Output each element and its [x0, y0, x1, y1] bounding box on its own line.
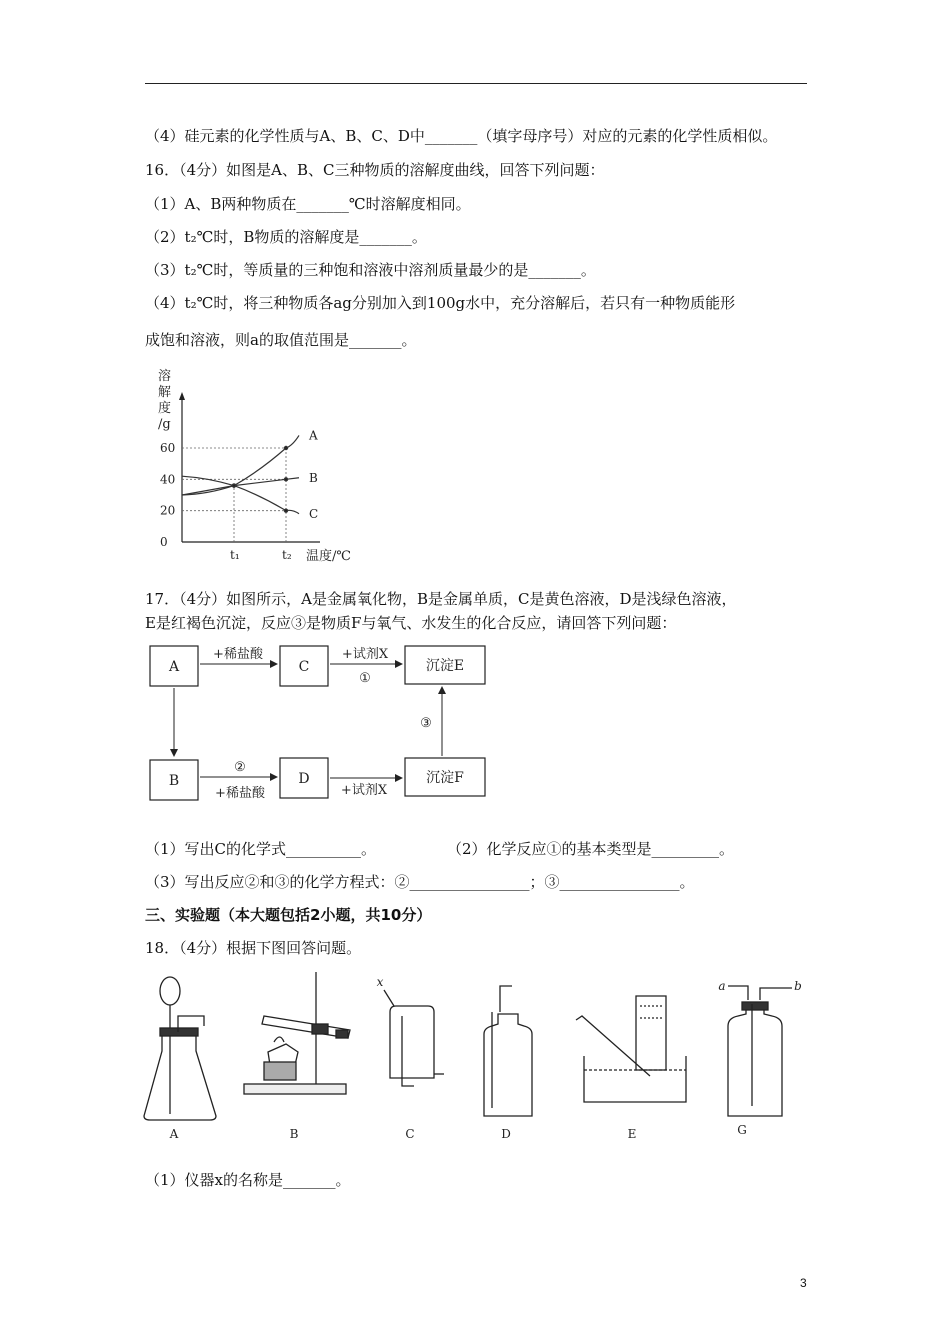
apparatus-a-flask-icon: [144, 977, 216, 1120]
question-16-title: 16．（4分）如图是A、B、C三种物质的溶解度曲线，回答下列问题：: [145, 161, 605, 179]
apparatus-label-x: x: [376, 975, 384, 989]
point-B-2: [284, 478, 287, 481]
box-e-label: 沉淀E: [425, 658, 465, 674]
x-axis-label: 温度/℃: [306, 549, 351, 564]
question-16-3: （3）t₂℃时，等质量的三种饱和溶液中溶剂质量最少的是_______。: [145, 261, 596, 279]
question-15-4: （4）硅元素的化学性质与A、B、C、D中_______（填字母序号）对应的元素的化学性质相似。: [145, 127, 778, 145]
apparatus-g-bottle-icon: [728, 986, 792, 1116]
x-tick-label-2: t₂: [282, 548, 292, 562]
label-fe-num: ③: [420, 716, 432, 731]
question-17-2: （2）化学反应①的基本类型是_________。: [447, 840, 735, 858]
question-18-title: 18．（4分）根据下图回答问题。: [145, 939, 362, 957]
y-tick-label-40: 40: [160, 472, 176, 487]
y-axis-arrow-icon: [179, 392, 185, 400]
question-16-2: （2）t₂℃时，B物质的溶解度是_______。: [145, 228, 427, 246]
series-label-B: B: [309, 470, 318, 485]
y-tick-label-20: 20: [160, 503, 176, 518]
box-d-label: D: [298, 771, 310, 787]
question-17-3: （3）写出反应②和③的化学方程式：②________________；③________________。: [145, 873, 695, 891]
chart-axes: [182, 398, 320, 542]
apparatus-label-c: C: [405, 1127, 415, 1141]
question-18-1: （1）仪器x的名称是_______。: [145, 1171, 351, 1189]
point-C-1: [232, 484, 235, 487]
label-ce: +试剂X: [341, 647, 389, 662]
label-bd-num: ②: [234, 760, 246, 775]
label-df: +试剂X: [340, 783, 388, 798]
apparatus-label-g-a: a: [718, 979, 726, 993]
y-axis-label: 溶解度/g: [158, 369, 172, 432]
question-17-title-b: E是红褐色沉淀，反应③是物质F与氧气、水发生的化合反应，请回答下列问题：: [145, 614, 677, 632]
solubility-chart: [150, 366, 390, 568]
apparatus-label-b: B: [289, 1127, 299, 1141]
x-tick-label-1: t₁: [230, 548, 240, 562]
question-17-1: （1）写出C的化学式__________。: [145, 840, 377, 858]
apparatus-label-g-b: b: [794, 979, 802, 993]
question-16-4a: （4）t₂℃时，将三种物质各ag分别加入到100g水中，充分溶解后，若只有一种物质能形: [145, 294, 736, 312]
chart-grid: [182, 448, 286, 542]
apparatus-e-trough-icon: [576, 996, 686, 1102]
lab-apparatus-figure: [140, 966, 810, 1144]
label-ce-num: ①: [359, 671, 371, 686]
apparatus-d-bottle-icon: [484, 986, 532, 1116]
point-C-2: [284, 509, 287, 512]
point-A-2: [284, 446, 287, 449]
apparatus-label-d: D: [501, 1127, 511, 1141]
header-rule: [145, 83, 807, 84]
section-3-heading: 三、实验题（本大题包括2小题，共10分）: [145, 906, 432, 924]
box-b-label: B: [168, 773, 180, 789]
apparatus-label-a: A: [169, 1127, 179, 1141]
y-tick-label-0: 0: [160, 535, 168, 549]
series-label-C: C: [309, 506, 319, 521]
page-number: 3: [800, 1276, 807, 1290]
box-f-label: 沉淀F: [426, 770, 464, 786]
y-tick-label-60: 60: [160, 441, 176, 455]
apparatus-b-heating-icon: [244, 972, 350, 1094]
question-16-1: （1）A、B两种物质在_______℃时溶解度相同。: [145, 195, 471, 213]
question-17-title-a: 17．（4分）如图所示，A是金属氧化物，B是金属单质，C是黄色溶液，D是浅绿色溶液，: [145, 590, 737, 608]
series-label-A: A: [309, 428, 318, 443]
series-line-A: [182, 435, 299, 495]
question-16-4b: 成饱和溶液，则a的取值范围是_______。: [145, 331, 417, 349]
box-a-label: A: [168, 659, 180, 675]
box-c-label: C: [298, 659, 310, 675]
label-bd: +稀盐酸: [215, 786, 265, 801]
apparatus-c-bottle-icon: [384, 990, 444, 1086]
label-ac: +稀盐酸: [213, 647, 263, 662]
reaction-flow-diagram: [140, 640, 500, 810]
apparatus-label-g: G: [737, 1123, 747, 1137]
series-line-B: [182, 478, 299, 495]
apparatus-label-e: E: [627, 1127, 637, 1141]
